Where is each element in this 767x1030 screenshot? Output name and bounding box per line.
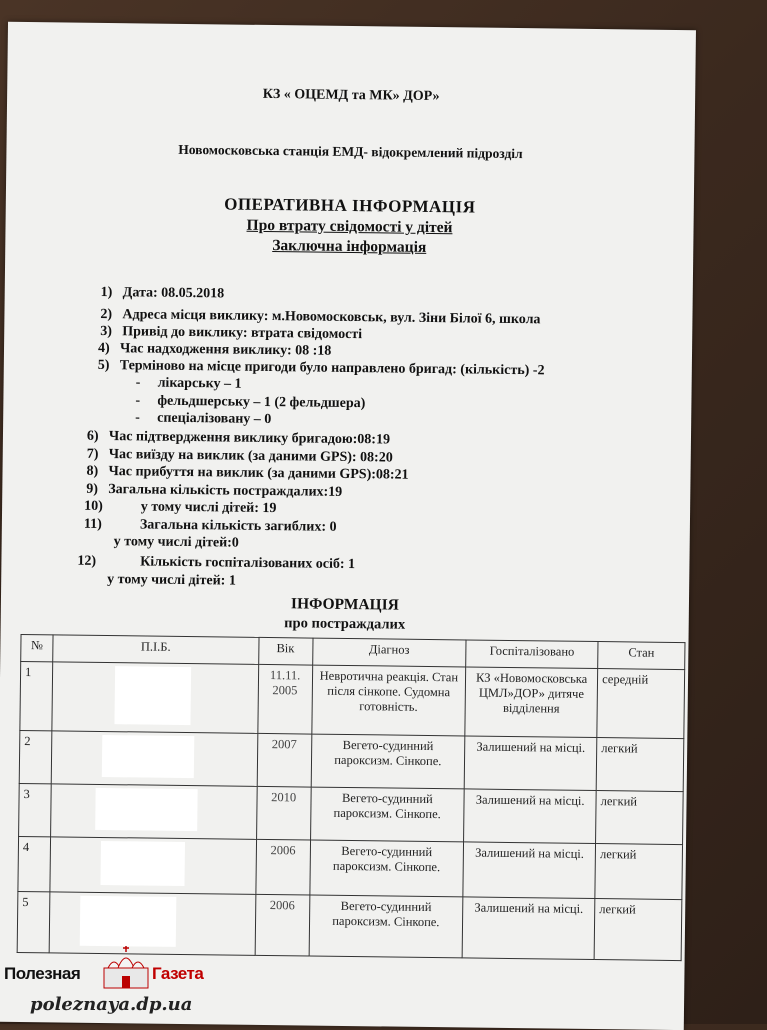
cell-age: 2006 [255, 839, 310, 895]
list-item [101, 285, 225, 303]
doc-subtitle: Про втрату свідомості у дітей [5, 214, 693, 240]
list-item-number: 6) [87, 429, 105, 445]
cell-hospitalized: КЗ «Новомосковська ЦМЛ»ДОР» дитяче відділення [465, 667, 598, 738]
list-item-text: Адреса місця виклику: м.Новомосковськ, вул. Зіни Білої 6, школа [122, 307, 540, 327]
list-item [100, 324, 362, 343]
cell-number: 4 [18, 836, 51, 891]
list-item [92, 534, 239, 552]
list-item-number: 7) [87, 447, 105, 463]
list-item-text: спеціалізовану – 0 [157, 411, 271, 427]
cell-state: легкий [595, 844, 683, 900]
col-header-name: П.І.Б. [53, 635, 259, 665]
list-item [135, 410, 271, 428]
cell-number: 5 [17, 891, 50, 952]
cell-number: 2 [19, 730, 52, 783]
list-item [136, 375, 242, 392]
list-item [84, 517, 337, 536]
list-item-text: Час виїзду на виклик (за даними GPS): 08:20 [109, 447, 393, 465]
cell-name [52, 662, 258, 734]
list-item-number: 8) [86, 464, 104, 480]
redacted-name [102, 735, 195, 778]
list-item-text: Загальна кількість постраждалих:19 [108, 482, 342, 500]
church-icon [98, 946, 154, 992]
cell-name [51, 784, 257, 840]
col-header-number: № [21, 635, 54, 662]
list-item-text: у тому числі дітей:0 [114, 534, 239, 551]
list-item-text: фельдшерську – 1 (2 фельдшера) [157, 394, 365, 412]
list-item [84, 499, 277, 517]
cell-age: 11.11. 2005 [257, 664, 312, 734]
list-item-number: 4) [98, 341, 116, 357]
list-item [86, 482, 342, 501]
victims-subheading: про постраждалих [1, 612, 689, 637]
col-header-age: Вік [258, 637, 312, 665]
victims-heading: ІНФОРМАЦІЯ [1, 592, 689, 618]
list-item-number: 1) [101, 285, 119, 301]
list-item-text: Терміново на місце пригоди було направлено бригад: (кількість) -2 [120, 358, 545, 378]
list-item-text: лікарську – 1 [158, 376, 242, 392]
cell-diagnosis: Вегето-судинний пароксизм. Сінкопе. [310, 787, 464, 842]
list-item-text: у тому числі дітей: 1 [107, 572, 236, 589]
cell-hospitalized: Залишений на місці. [462, 897, 595, 960]
list-item-number: 10) [84, 499, 103, 515]
list-item [86, 464, 408, 484]
cell-state: легкий [594, 899, 682, 961]
cell-state: легкий [596, 738, 684, 792]
cell-state: легкий [596, 791, 684, 845]
watermark-left: Полезная [4, 964, 80, 984]
list-item-text: Час надходження виклику: 08 :18 [120, 341, 331, 359]
org-name: КЗ « ОЦЕМД та МК» ДОР» [7, 84, 695, 108]
cell-diagnosis: Вегето-судинний пароксизм. Сінкопе. [309, 840, 463, 897]
cell-number: 1 [20, 662, 53, 731]
table-row [20, 662, 685, 739]
list-item-number: 11) [84, 517, 102, 533]
list-item-number: 5) [98, 358, 116, 374]
list-item [85, 572, 236, 590]
station-name: Новомосковська станція ЕМД- відокремлений підрозділ [6, 140, 694, 164]
list-item [77, 554, 355, 573]
list-item-text: Час прибуття на виклик (за даними GPS):08:21 [108, 464, 408, 483]
watermark-logo [2, 960, 227, 1024]
cell-age: 2006 [255, 894, 310, 956]
watermark-url: poleznaya.dp.ua [30, 994, 192, 1015]
redacted-name [95, 788, 198, 831]
info-list [8, 22, 696, 30]
cell-diagnosis: Вегето-судинний пароксизм. Сінкопе. [309, 895, 463, 958]
list-item-text: Загальна кількість загиблих: 0 [140, 517, 337, 534]
cell-age: 2010 [256, 786, 311, 840]
table-row [18, 836, 683, 899]
list-item [98, 341, 331, 360]
redacted-name [80, 896, 177, 947]
col-header-state: Стан [598, 642, 685, 670]
list-item-number: - [135, 393, 153, 409]
cell-hospitalized: Залишений на місці. [464, 736, 597, 791]
list-item-number: 9) [86, 482, 104, 498]
cell-diagnosis: Вегето-судинний пароксизм. Сінкопе. [311, 734, 465, 789]
list-item-number: 12) [77, 554, 96, 570]
redacted-name [115, 666, 192, 725]
list-item-text: у тому числі дітей: 19 [141, 499, 277, 516]
list-item-text: Дата: 08.05.2018 [123, 285, 225, 301]
table-row [19, 783, 684, 844]
document-page [0, 22, 696, 1030]
list-item-text: Привід до виклику: втрата свідомості [122, 324, 362, 342]
watermark-right: Газета [152, 964, 203, 984]
cell-name [50, 837, 256, 895]
cell-hospitalized: Залишений на місці. [464, 789, 597, 844]
list-item-number: 3) [100, 324, 118, 340]
doc-subtitle-final: Заключна інформація [5, 234, 693, 260]
cell-number: 3 [19, 783, 52, 836]
cell-diagnosis: Невротична реакція. Стан після сінкопе. Судомна готовність. [311, 665, 465, 736]
cell-age: 2007 [257, 733, 312, 787]
list-item [135, 393, 365, 412]
list-item-number: 2) [100, 307, 118, 323]
doc-title: ОПЕРАТИВНА ІНФОРМАЦІЯ [6, 192, 694, 220]
victims-table [17, 634, 686, 961]
table-row [19, 730, 684, 791]
cell-state: середній [597, 669, 685, 739]
list-item-text: Кількість госпіталізованих осіб: 1 [140, 554, 355, 572]
list-item-number: - [135, 410, 153, 426]
cell-hospitalized: Залишений на місці. [463, 842, 596, 899]
col-header-hospitalized: Госпіталізовано [466, 640, 598, 669]
list-item-number: - [136, 375, 154, 391]
cell-name [51, 731, 257, 787]
list-item [87, 429, 390, 449]
col-header-diagnosis: Діагноз [312, 638, 466, 667]
list-item-text: Час підтвердження виклику бригадою:08:19 [109, 429, 390, 447]
redacted-name [101, 841, 186, 886]
